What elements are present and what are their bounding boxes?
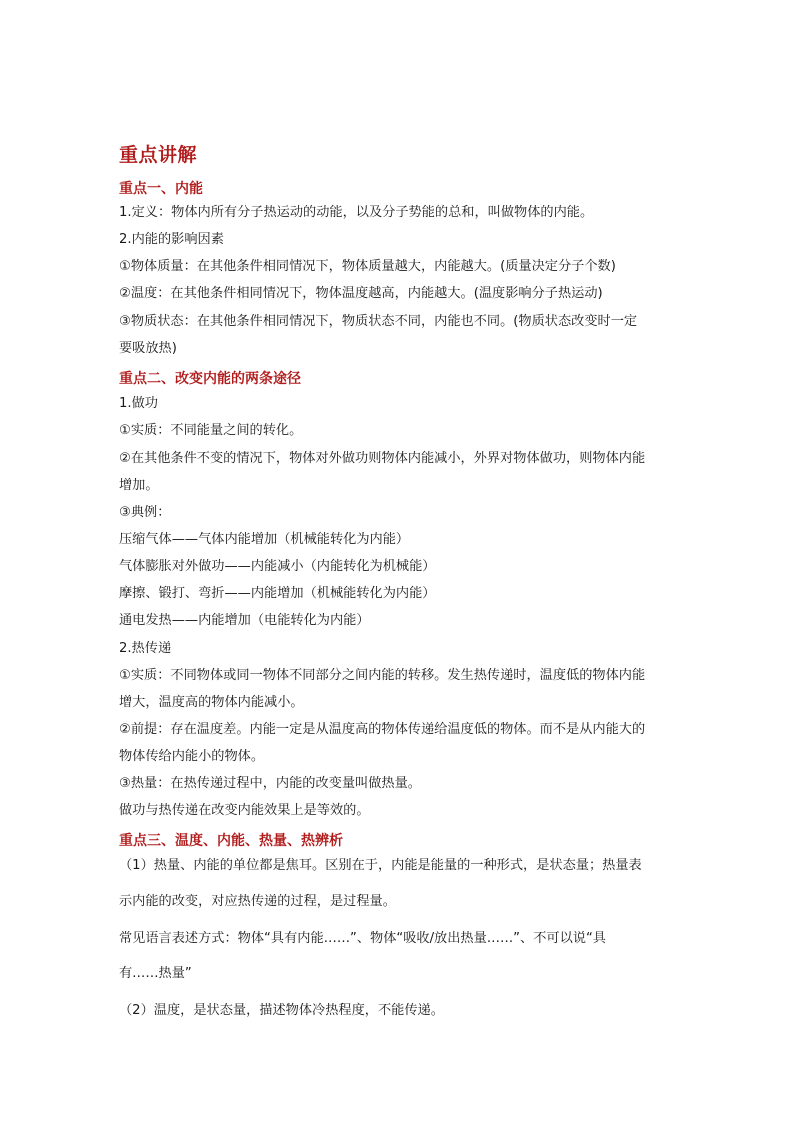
paragraph-line: 有……热量”: [119, 966, 192, 981]
paragraph-line: 常见语言表述方式：物体“具有内能……”、物体“吸收/放出热量……”、不可以说“具: [119, 931, 606, 946]
paragraph-line: ③典例：: [119, 505, 171, 520]
section-heading-2: 重点二、改变内能的两条途径: [119, 371, 301, 387]
paragraph-line: 1.做功: [119, 396, 158, 411]
paragraph-line: ③物质状态：在其他条件相同情况下，物质状态不同，内能也不同。(物质状态改变时一定: [119, 314, 638, 329]
paragraph-line: 增加。: [119, 478, 159, 493]
section-heading-1: 重点一、内能: [119, 181, 203, 197]
paragraph-line: ①物体质量：在其他条件相同情况下，物体质量越大，内能越大。(质量决定分子个数): [119, 259, 616, 274]
paragraph-line: ③热量：在热传递过程中，内能的改变量叫做热量。: [119, 776, 421, 791]
paragraph-line: 1.定义：物体内所有分子热运动的动能，以及分子势能的总和，叫做物体的内能。: [119, 205, 594, 220]
paragraph-line: （2）温度，是状态量，描述物体冷热程度，不能传递。: [119, 1003, 444, 1018]
paragraph-line: 要吸放热): [119, 341, 177, 356]
paragraph-line: 摩擦、锻打、弯折——内能增加（机械能转化为内能）: [119, 586, 436, 601]
paragraph-line: ②前提：存在温度差。内能一定是从温度高的物体传递给温度低的物体。而不是从内能大的: [119, 722, 646, 737]
paragraph-line: ②温度：在其他条件相同情况下，物体温度越高，内能越大。(温度影响分子热运动): [119, 286, 603, 301]
paragraph-line: ①实质：不同物体或同一物体不同部分之间内能的转移。发生热传递时，温度低的物体内能: [119, 668, 646, 683]
page-title: 重点讲解: [119, 144, 198, 166]
paragraph-line: 物体传给内能小的物体。: [119, 749, 265, 764]
paragraph-line: ①实质：不同能量之间的转化。: [119, 423, 303, 438]
paragraph-line: 2.热传递: [119, 641, 172, 656]
paragraph-line: ②在其他条件不变的情况下，物体对外做功则物体内能减小，外界对物体做功，则物体内能: [119, 451, 646, 466]
section-heading-3: 重点三、温度、内能、热量、热辨析: [119, 833, 343, 849]
paragraph-line: 2.内能的影响因素: [119, 232, 224, 247]
paragraph-line: 压缩气体——气体内能增加（机械能转化为内能）: [119, 532, 410, 547]
paragraph-line: 通电发热——内能增加（电能转化为内能）: [119, 613, 370, 628]
paragraph-line: 气体膨胀对外做功——内能减小（内能转化为机械能）: [119, 559, 436, 574]
paragraph-line: （1）热量、内能的单位都是焦耳。区别在于，内能是能量的一种形式，是状态量；热量表: [119, 858, 642, 873]
paragraph-line: 做功与热传递在改变内能效果上是等效的。: [119, 803, 370, 818]
paragraph-line: 增大，温度高的物体内能减小。: [119, 695, 304, 710]
paragraph-line: 示内能的改变，对应热传递的过程，是过程量。: [119, 894, 396, 909]
